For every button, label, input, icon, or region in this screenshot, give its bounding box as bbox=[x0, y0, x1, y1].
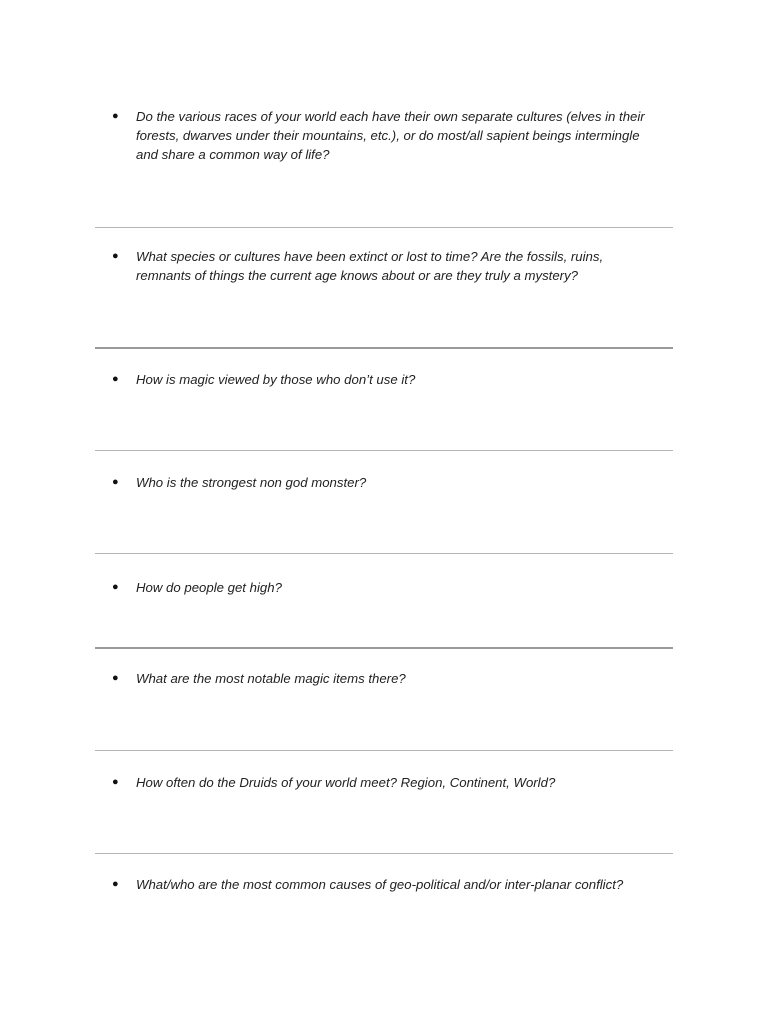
question-item bbox=[112, 247, 652, 285]
question-text: What species or cultures have been extinct or lost to time? Are the fossils, ruins, remnants of things the current age knows about or are they truly a mystery? bbox=[136, 249, 604, 283]
question-item bbox=[112, 578, 652, 597]
bullet-icon: ● bbox=[112, 373, 119, 385]
question-text: Do the various races of your world each have their own separate cultures (elves in their forests, dwarves under their mountains, etc.), or do most/all sapient beings intermingle and share a common way of life? bbox=[136, 109, 645, 162]
question-item bbox=[112, 773, 652, 792]
question-item bbox=[112, 107, 652, 164]
divider bbox=[95, 347, 673, 349]
bullet-icon: ● bbox=[112, 878, 119, 890]
question-item bbox=[112, 669, 652, 688]
question-text: How is magic viewed by those who don’t use it? bbox=[136, 372, 416, 387]
question-text: What are the most notable magic items there? bbox=[136, 671, 406, 686]
divider bbox=[95, 647, 673, 649]
bullet-icon: ● bbox=[112, 672, 119, 684]
bullet-icon: ● bbox=[112, 476, 119, 488]
question-item bbox=[112, 473, 652, 492]
divider bbox=[95, 853, 673, 854]
divider bbox=[95, 227, 673, 228]
divider bbox=[95, 450, 673, 451]
divider bbox=[95, 750, 673, 751]
bullet-icon: ● bbox=[112, 581, 119, 593]
question-text: What/who are the most common causes of geo-political and/or inter-planar conflict? bbox=[136, 877, 624, 892]
bullet-icon: ● bbox=[112, 250, 119, 262]
question-text: How often do the Druids of your world meet? Region, Continent, World? bbox=[136, 775, 556, 790]
bullet-icon: ● bbox=[112, 110, 119, 122]
divider bbox=[95, 553, 673, 554]
question-item bbox=[112, 370, 652, 389]
question-text: How do people get high? bbox=[136, 580, 282, 595]
question-text: Who is the strongest non god monster? bbox=[136, 475, 367, 490]
bullet-icon: ● bbox=[112, 776, 119, 788]
question-item bbox=[112, 875, 652, 894]
